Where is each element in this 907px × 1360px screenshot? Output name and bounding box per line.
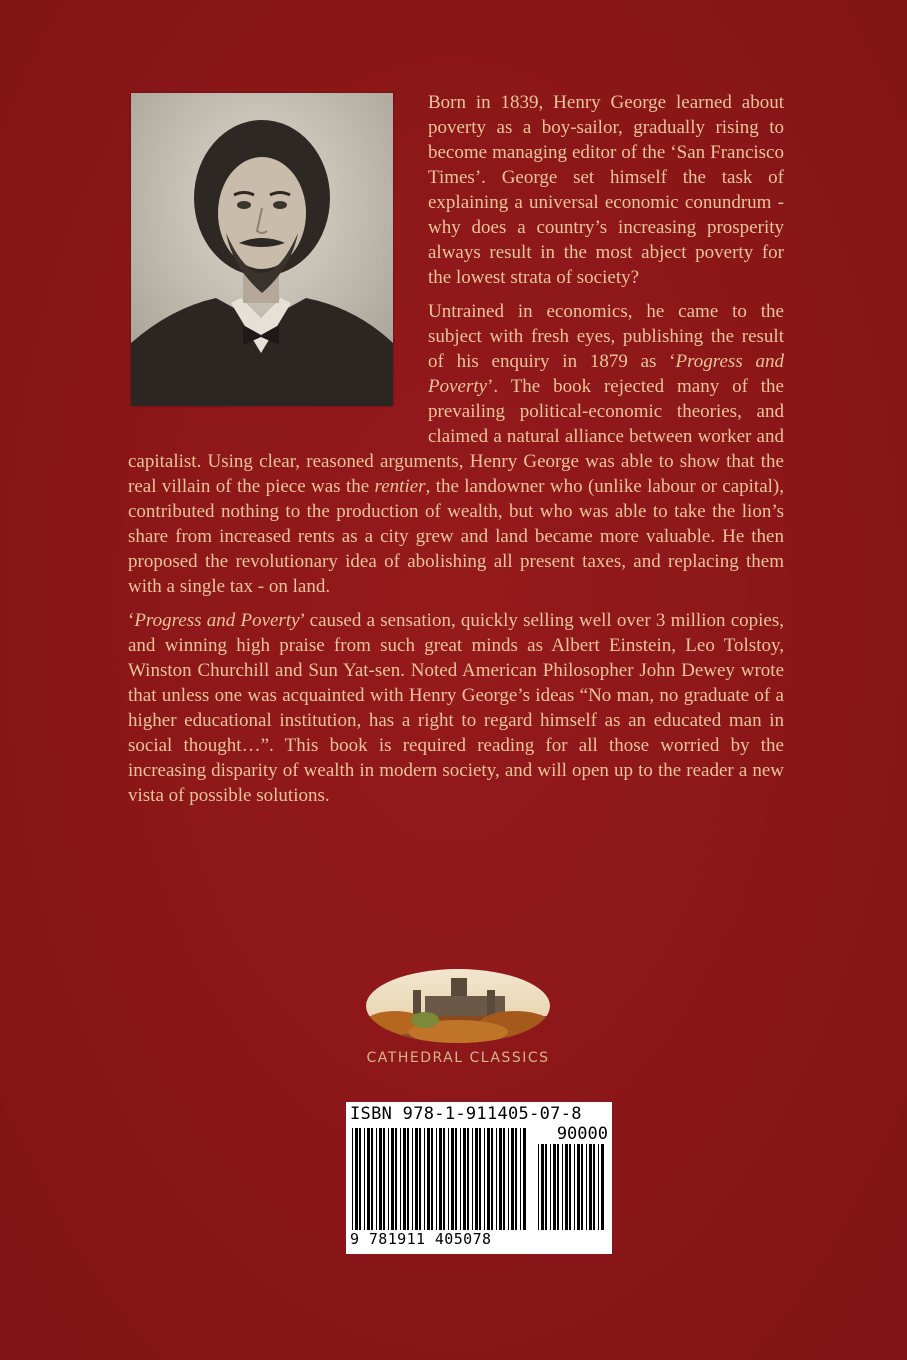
cathedral-logo-icon <box>365 968 551 1044</box>
blurb-text <box>128 90 784 817</box>
price-code: 90000 <box>556 1124 608 1144</box>
isbn-barcode <box>346 1102 612 1254</box>
book-title: Progress and Poverty <box>428 351 784 397</box>
publisher-name: CATHEDRAL CLASSICS <box>366 1050 550 1066</box>
blurb-paragraph-2: Untrained in economics, he came to the subject with fresh eyes, publishing the result of his enquiry in 1879 as ‘Progress and Poverty’. The book rejected many of the prevailing political-economic theories, and claimed a natural alliance between worker and capitalist. Using clear, reasoned arguments, Henry George was able to show that the real villain of the piece was the rentier, the landowner who (unlike labour or capital), contributed nothing to the production of wealth, but who was able to take the lion’s share from increased rents as a city grew and land became more valuable. He then proposed the revolutionary idea of abolishing all present taxes, and replacing them with a single tax - on land. <box>128 301 784 597</box>
rentier-term: rentier <box>374 476 426 497</box>
book-title: Progress and Poverty <box>134 610 300 631</box>
isbn-label: ISBN 978-1-911405-07-8 <box>350 1104 582 1124</box>
blurb-paragraph-1: Born in 1839, Henry George learned about poverty as a boy-sailor, gradually rising to become managing editor of the ‘San Francisco Times’. George set himself the task of explaining a universal economic conundrum - why does a country’s increasing prosperity always result in the most abject poverty for the lowest strata of society? <box>428 92 784 288</box>
ean-digits: 9 781911 405078 <box>350 1230 492 1248</box>
photo-spacer <box>128 90 428 428</box>
blurb-paragraph-3: ‘Progress and Poverty’ caused a sensation, quickly selling well over 3 million copies, and winning high praise from such great minds as Albert Einstein, Leo Tolstoy, Winston Churchill and Sun Yat-sen. Noted American Philosopher John Dewey wrote that unless one was acquainted with Henry George’s ideas “No man, no graduate of a higher educational institution, has a right to regard himself as an educated man in social thought…”. This book is required reading for all those worried by the increasing disparity of wealth in modern society, and will open up to the reader a new vista of possible solutions. <box>128 610 784 806</box>
barcode-bars <box>350 1128 530 1230</box>
price-barcode-bars <box>536 1144 606 1230</box>
